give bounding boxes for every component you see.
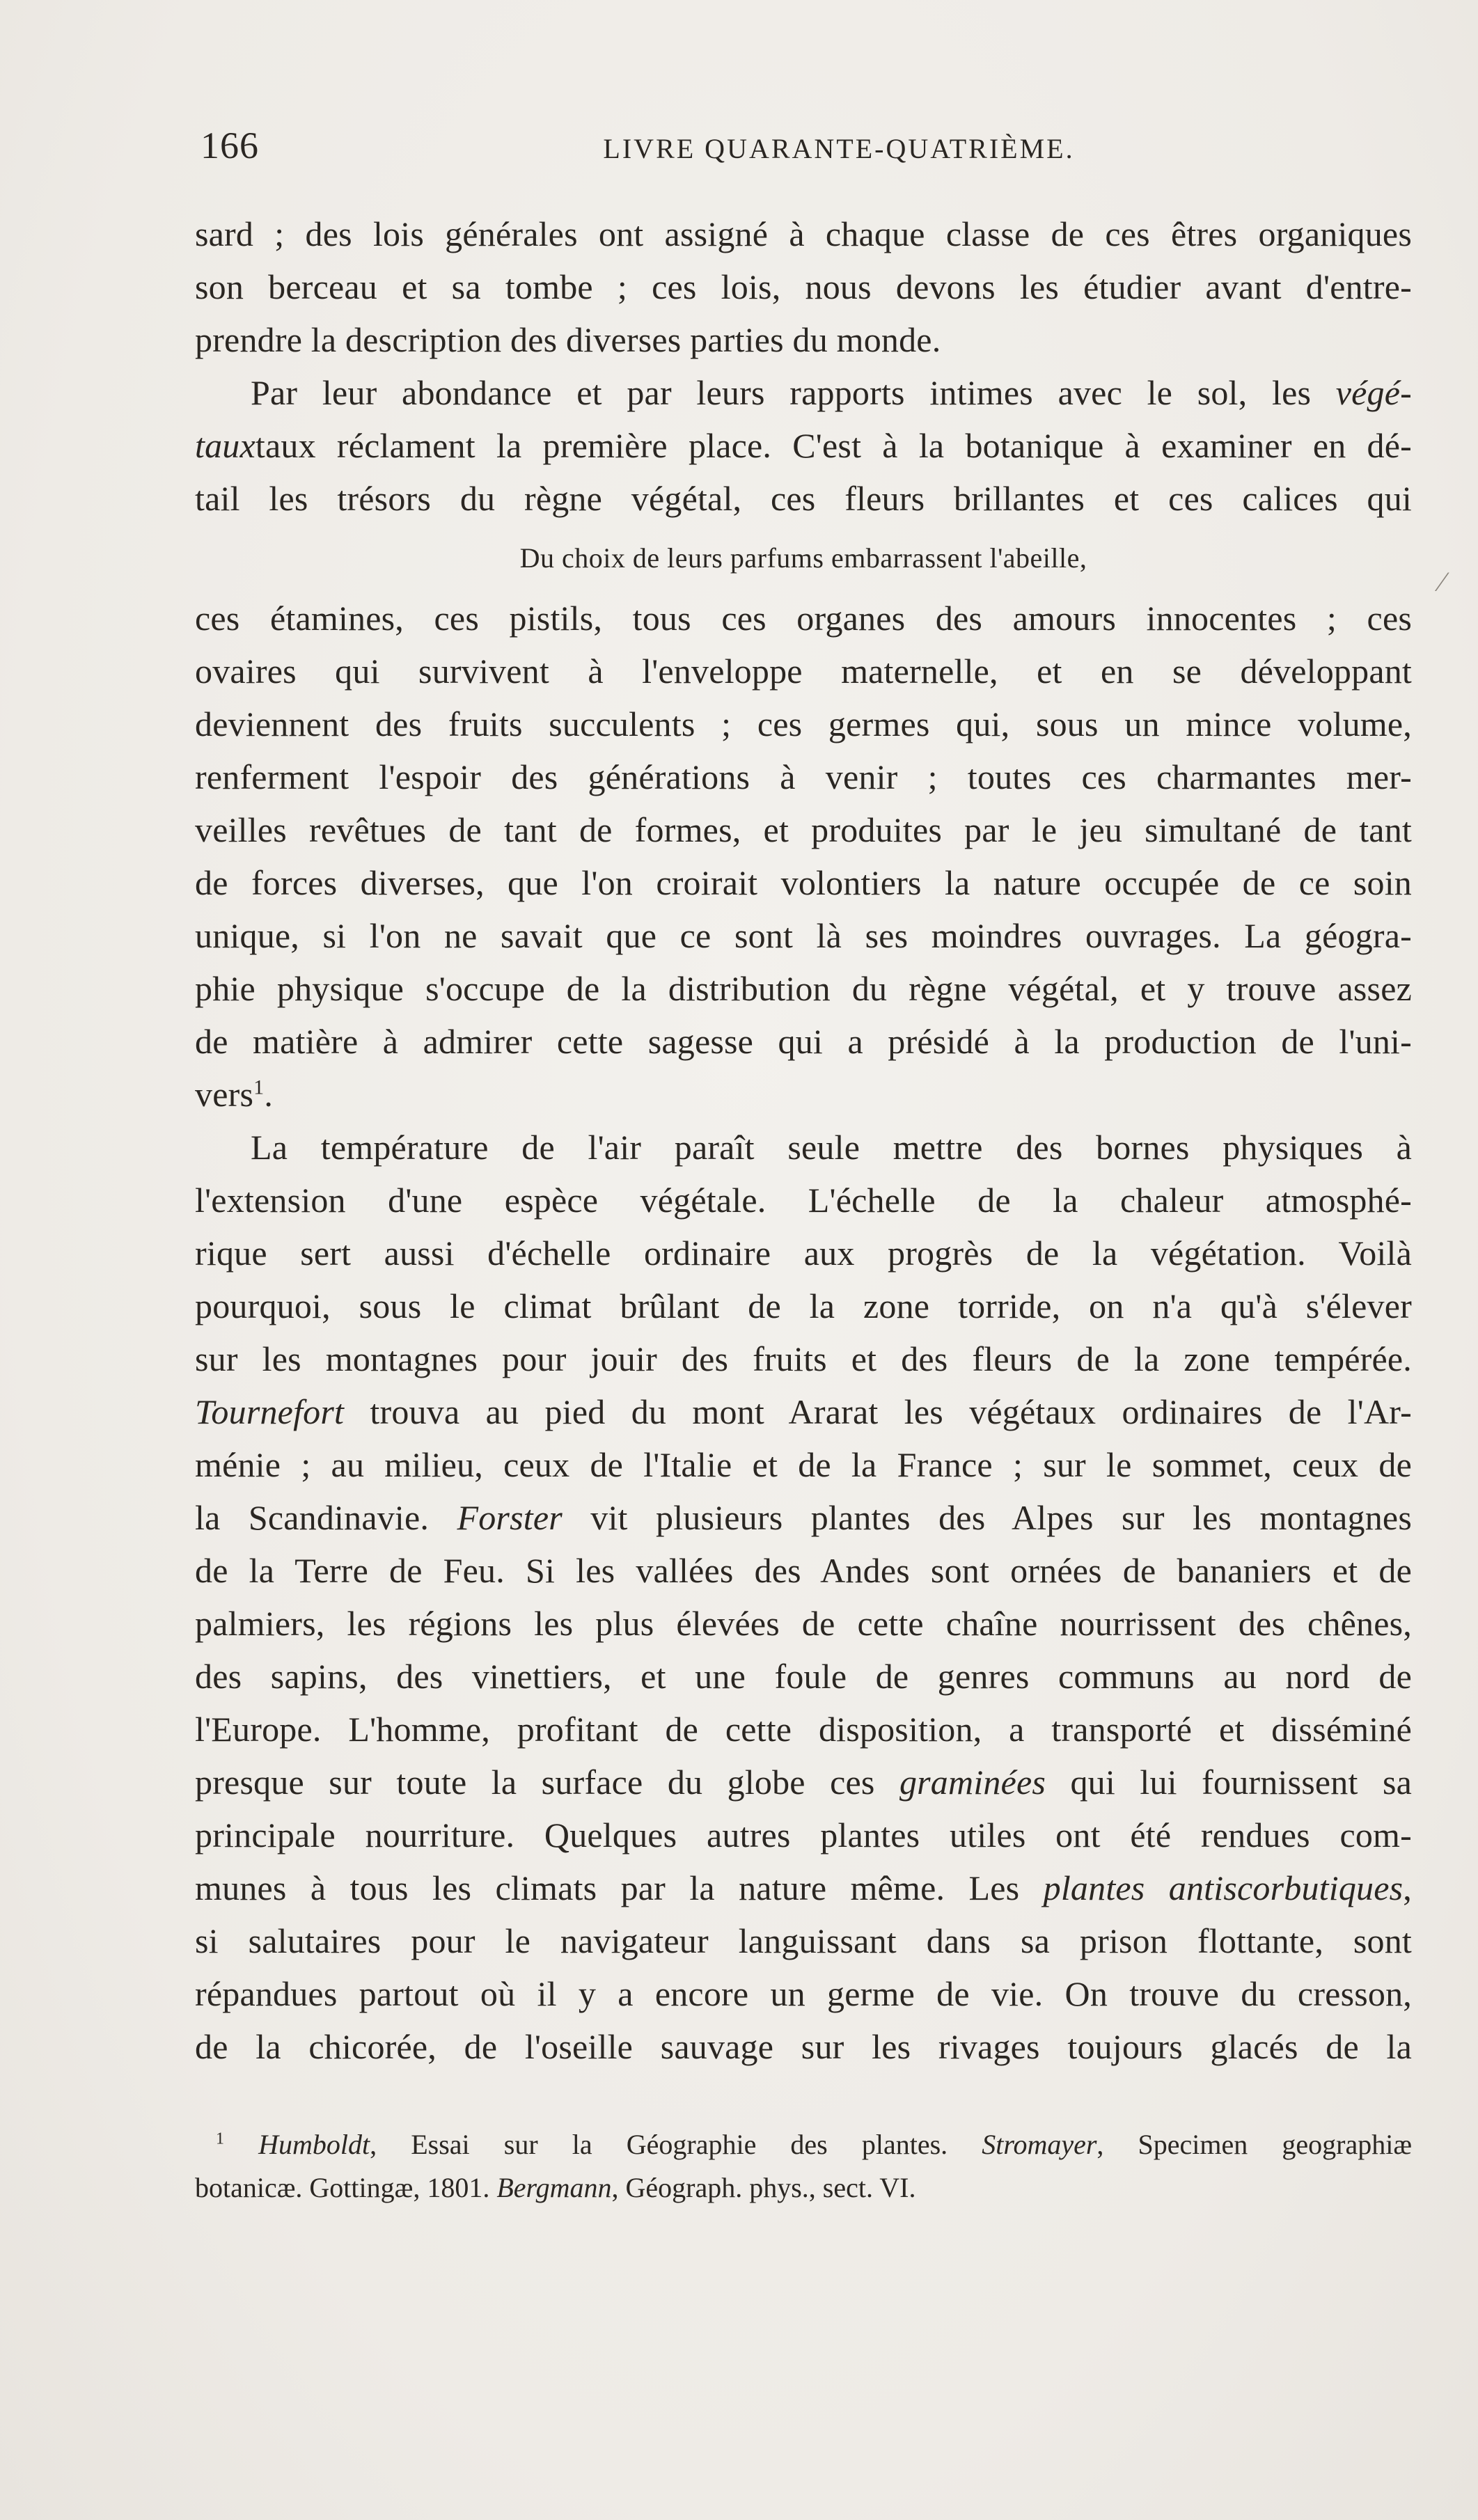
footnote-author: Bergmann (496, 2172, 612, 2203)
text-fragment: Par leur abondance et par leurs rapports intimes avec le sol, les (251, 373, 1336, 412)
footnote-reference[interactable]: 1 (253, 1076, 265, 1099)
text-fragment: , (1403, 1868, 1412, 1907)
footnote-text: , Specimen geographiæ (1096, 2129, 1412, 2160)
text-line: sur les montagnes pour jouir des fruits et des fleurs de la zone tempérée. (195, 1339, 1412, 1378)
footnote-author: Stromayer (982, 2129, 1097, 2160)
page-header (195, 124, 1420, 180)
text-line: si salutaires pour le navigateur languissant dans sa prison flottante, sont (195, 1921, 1412, 1960)
text-line: principale nourriture. Quelques autres plantes utiles ont été rendues com- (195, 1816, 1412, 1854)
text-line (195, 1491, 1412, 1544)
italic-term: végé- (1335, 373, 1412, 412)
footnote-line (195, 2166, 1412, 2210)
italic-term: graminées (899, 1763, 1046, 1802)
text-line: l'Europe. L'homme, profitant de cette disposition, a transporté et disséminé (195, 1710, 1412, 1749)
text-line (195, 1068, 1412, 1121)
footnotes (195, 2123, 1412, 2210)
text-line (195, 1756, 1412, 1809)
footnote-author: Humboldt (258, 2129, 370, 2160)
italic-term: plantes antiscorbutiques (1043, 1868, 1404, 1907)
text-line: unique, si l'on ne savait que ce sont là ses moindres ouvrages. La géogra- (195, 916, 1412, 955)
period: . (264, 1075, 274, 1114)
text-line: de la Terre de Feu. Si les vallées des Andes sont ornées de bananiers et de (195, 1551, 1412, 1590)
text-line: prendre la description des diverses parties du monde. (195, 320, 941, 359)
text-line (195, 419, 1412, 472)
text-fragment: presque sur toute la surface du globe ces (195, 1763, 899, 1802)
text-line: ces étamines, ces pistils, tous ces organes des amours innocentes ; ces (195, 599, 1412, 638)
margin-mark: ⁄ (1440, 566, 1445, 597)
text-line: de forces diverses, que l'on croirait volontiers la nature occupée de ce soin (195, 863, 1412, 902)
text-fragment: qui lui fournissent sa (1046, 1763, 1412, 1802)
verse-quotation: Du choix de leurs parfums embarrassent l'abeille, (519, 542, 1087, 574)
text-line: ménie ; au milieu, ceux de l'Italie et de la France ; sur le sommet, ceux de (195, 1445, 1412, 1484)
text-line (195, 1861, 1412, 1914)
body-text (195, 207, 1412, 2073)
text-line: deviennent des fruits succulents ; ces germes qui, sous un mince volume, (195, 704, 1412, 743)
footnote-text: , Géograph. phys., sect. VI. (611, 2172, 916, 2203)
text-fragment: vers (195, 1075, 254, 1114)
footnote-marker: 1 (216, 2129, 224, 2148)
running-title: LIVRE QUARANTE-QUATRIÈME. (603, 133, 1075, 164)
italic-term: taux (195, 426, 255, 465)
text-fragment: vit plusieurs plantes des Alpes sur les montagnes (562, 1498, 1412, 1537)
italic-name: Tournefort (195, 1392, 345, 1431)
text-line: phie physique s'occupe de la distribution du règne végétal, et y trouve assez (195, 969, 1412, 1008)
text-line (195, 366, 1412, 419)
text-fragment: taux réclament la première place. C'est à la botanique à examiner en dé- (255, 426, 1412, 465)
text-line: son berceau et sa tombe ; ces lois, nous devons les étudier avant d'entre- (195, 267, 1412, 306)
text-line: l'extension d'une espèce végétale. L'échelle de la chaleur atmosphé- (195, 1181, 1412, 1220)
text-fragment: la Scandinavie. (195, 1498, 457, 1537)
text-line: de matière à admirer cette sagesse qui a présidé à la production de l'uni- (195, 1022, 1412, 1061)
italic-name: Forster (457, 1498, 563, 1537)
text-line: répandues partout où il y a encore un germe de vie. On trouve du cresson, (195, 1974, 1412, 2013)
footnote-text: , Essai sur la Géographie des plantes. (370, 2129, 982, 2160)
footnote-line (195, 2123, 1412, 2166)
text-line: veilles revêtues de tant de formes, et produites par le jeu simultané de tant (195, 810, 1412, 849)
text-line: La température de l'air paraît seule mettre des bornes physiques à (251, 1128, 1412, 1167)
text-line: rique sert aussi d'échelle ordinaire aux progrès de la végétation. Voilà (195, 1234, 1412, 1273)
text-line: renferment l'espoir des générations à venir ; toutes ces charmantes mer- (195, 757, 1412, 796)
text-line: pourquoi, sous le climat brûlant de la zone torride, on n'a qu'à s'élever (195, 1286, 1412, 1325)
text-line: sard ; des lois générales ont assigné à chaque classe de ces êtres organiques (195, 214, 1412, 253)
text-line (195, 1385, 1412, 1438)
text-line: tail les trésors du règne végétal, ces fleurs brillantes et ces calices qui (195, 479, 1412, 518)
text-line: ovaires qui survivent à l'enveloppe maternelle, et en se développant (195, 652, 1412, 691)
text-line: de la chicorée, de l'oseille sauvage sur les rivages toujours glacés de la (195, 2027, 1412, 2066)
text-line: des sapins, des vinettiers, et une foule de genres communs au nord de (195, 1657, 1412, 1696)
text-fragment: munes à tous les climats par la nature même. Les (195, 1868, 1044, 1907)
text-fragment: trouva au pied du mont Ararat les végétaux ordinaires de l'Ar- (344, 1392, 1412, 1431)
footnote-text: botanicæ. Gottingæ, 1801. (195, 2172, 497, 2203)
page-number: 166 (201, 125, 259, 166)
text-line: palmiers, les régions les plus élevées de cette chaîne nourrissent des chênes, (195, 1604, 1412, 1643)
